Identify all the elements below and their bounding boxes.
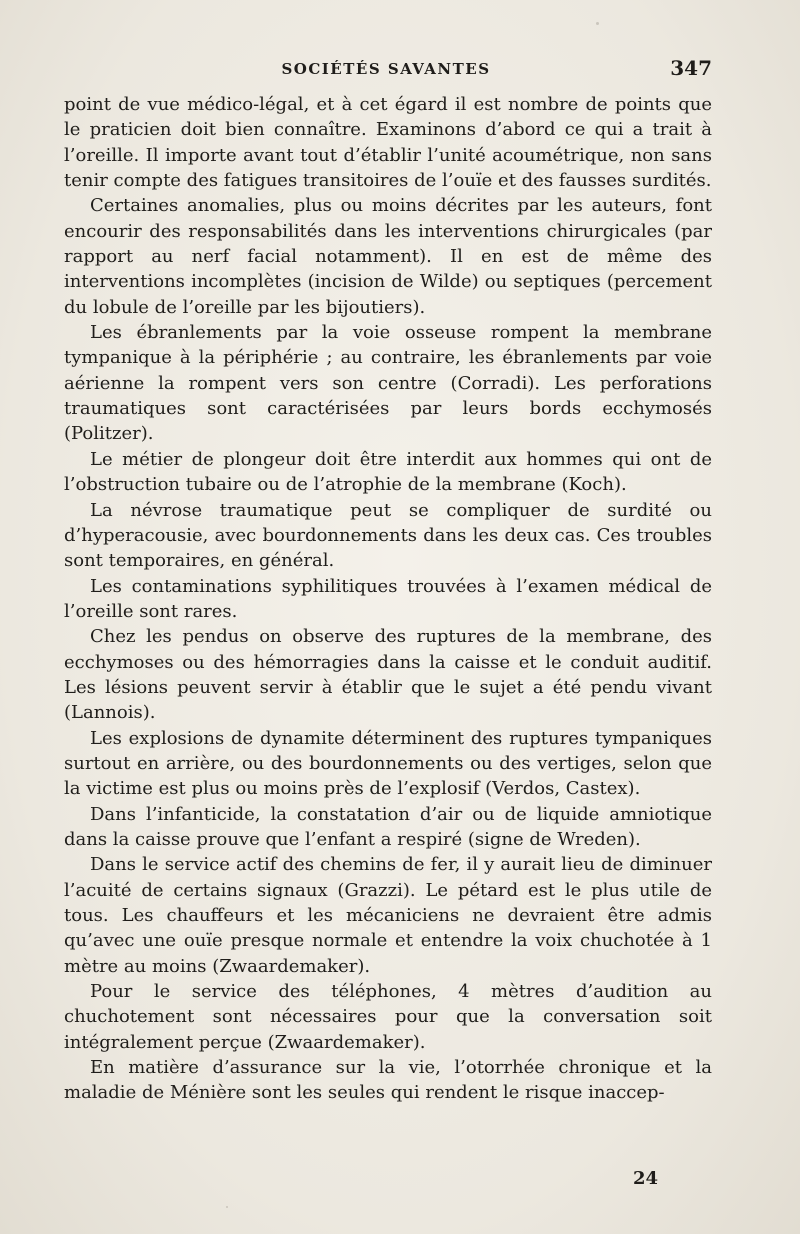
- paragraph: Les contaminations syphilitiques trouvées à l’examen médical de l’oreille sont rares.: [64, 575, 712, 622]
- page-header: [62, 56, 710, 86]
- paragraph: Pour le service des téléphones, 4 mètres d’audition au chuchotement sont nécessaires pour que la conversation soit intégralement perçue (Zwaardemaker).: [64, 981, 712, 1053]
- paragraph: Les explosions de dynamite déterminent des ruptures tympaniques surtout en arrière, ou des bourdonnements ou des vertiges, selon que la victime est plus ou moins près de l’explosif (Verdos, Castex).: [64, 727, 712, 800]
- paragraph: La névrose traumatique peut se compliquer de surdité ou d’hyperacousie, avec bourdonnements dans les deux cas. Ces troubles sont temporaires, en général.: [64, 499, 712, 572]
- paragraph: point de vue médico-légal, et à cet égard il est nombre de points que le praticien doit bien connaître. Examinons d’abord ce qui a trait à l’oreille. Il importe avant tout d’établir l’unité acoumétrique, non sans tenir compte des fatigues transitoires de l’ouïe et des fausses surdités.: [64, 94, 712, 192]
- print-speck: [700, 128, 702, 130]
- body-text: [64, 92, 712, 1106]
- page-footer: [0, 1168, 800, 1198]
- print-speck: [226, 1206, 228, 1208]
- paragraph: Dans l’infanticide, la constatation d’air ou de liquide amniotique dans la caisse prouve que l’enfant a respiré (signe de Wreden).: [64, 803, 712, 850]
- paragraph: Les ébranlements par la voie osseuse rompent la membrane tympanique à la périphérie ; au contraire, les ébranlements par voie aérienne la rompent vers son centre (Corradi). Les perforations traumatiques sont caractérisées par leurs bords ecchymosés (Politzer).: [64, 322, 712, 445]
- paragraph: Dans le service actif des chemins de fer, il y aurait lieu de diminuer l’acuité de certains signaux (Grazzi). Le pétard est le plus utile de tous. Les chauffeurs et les mécaniciens ne devraient être admis qu’avec une ouïe presque normale et entendre la voix chuchotée à 1 mètre au moins (Zwaardemaker).: [64, 854, 712, 977]
- paragraph: Chez les pendus on observe des ruptures de la membrane, des ecchymoses ou des hémorragies dans la caisse et le conduit auditif. Les lésions peuvent servir à établir que le sujet a été pendu vivant (Lannois).: [64, 626, 712, 724]
- paragraph: Certaines anomalies, plus ou moins décrites par les auteurs, font encourir des responsabilités dans les interventions chirurgicales (par rapport au nerf facial notamment). Il en est de même des interventions incomplètes (incision de Wilde) ou septiques (percement du lobule de l’oreille par les bijoutiers).: [64, 195, 712, 318]
- printer-signature-mark: 24: [633, 1168, 659, 1189]
- running-title: SOCIÉTÉS SAVANTES: [281, 60, 491, 78]
- page-number: 347: [670, 56, 712, 80]
- paragraph: Le métier de plongeur doit être interdit aux hommes qui ont de l’obstruction tubaire ou de l’atrophie de la membrane (Koch).: [64, 448, 712, 496]
- print-speck: [596, 22, 599, 25]
- paragraph: En matière d’assurance sur la vie, l’otorrhée chronique et la maladie de Ménière sont les seules qui rendent le risque inaccep-: [64, 1057, 712, 1104]
